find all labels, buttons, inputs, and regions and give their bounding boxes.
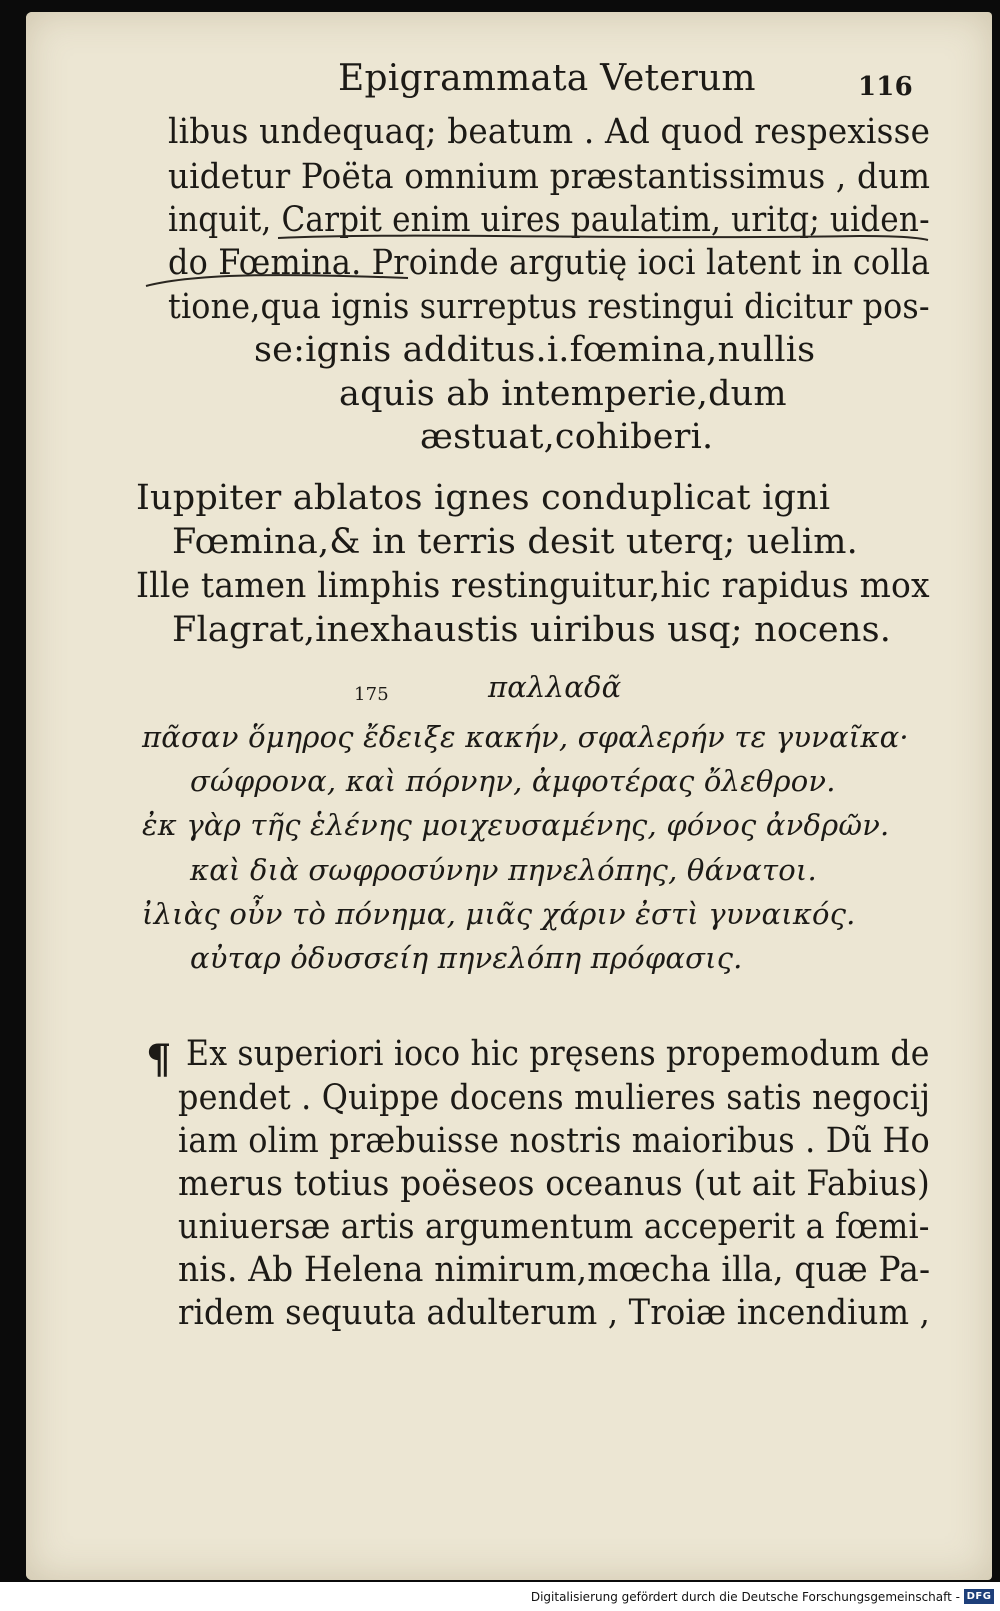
commentary-line: uniuersæ artis argumentum acceperit a fœmi- bbox=[178, 1207, 930, 1247]
page-number: 116 bbox=[858, 72, 913, 102]
greek-verse: ἰλιὰς οὖν τὸ πόνημα, μιᾶς χάριν ἐστὶ γυναικός. bbox=[142, 897, 856, 931]
epigram-number: 175 bbox=[354, 684, 389, 705]
running-header: Epigrammata Veterum bbox=[338, 58, 756, 99]
funding-credit: Digitalisierung gefördert durch die Deutsche Forschungsgemeinschaft - bbox=[530, 1590, 960, 1604]
pilcrow-mark: ¶ bbox=[146, 1036, 172, 1083]
dfg-logo-icon: DFG bbox=[964, 1589, 994, 1604]
greek-author: παλλαδᾶ bbox=[488, 670, 622, 704]
greek-verse: σώφρονα, καὶ πόρνην, ἀμφοτέρας ὄλεθρον. bbox=[190, 764, 836, 798]
commentary-line: pendet . Quippe docens mulieres satis negocij bbox=[178, 1078, 931, 1118]
commentary-line: iam olim præbuisse nostris maioribus . Dũ Ho bbox=[178, 1121, 930, 1161]
epigram-verse: Fœmina,& in terris desit uterq; uelim. bbox=[172, 522, 858, 562]
commentary-line: Ex superiori ioco hic pręsens propemodum de bbox=[186, 1034, 930, 1074]
commentary-line: do Fœmina. Proinde argutię ioci latent in colla bbox=[168, 243, 931, 283]
commentary-line: tione,qua ignis surreptus restingui dicitur pos- bbox=[168, 287, 930, 327]
commentary-line: libus undequaq; beatum . Ad quod respexisse bbox=[168, 112, 931, 152]
commentary-line: merus totius poëseos oceanus (ut ait Fabius) bbox=[178, 1164, 930, 1204]
commentary-line: ridem sequuta adulterum , Troiæ incendium , bbox=[178, 1293, 931, 1333]
commentary-line: æstuat,cohiberi. bbox=[420, 417, 714, 457]
commentary-line: inquit, Carpit enim uires paulatim, uritq; uiden- bbox=[168, 200, 930, 240]
greek-verse: πᾶσαν ὅμηρος ἔδειξε κακήν, σφαλερήν τε γυναῖκα· bbox=[142, 720, 909, 754]
commentary-line: uidetur Poëta omnium præstantissimus , dum bbox=[168, 157, 931, 197]
epigram-verse: Ille tamen limphis restinguitur,hic rapidus mox bbox=[136, 566, 930, 606]
commentary-line: nis. Ab Helena nimirum,mœcha illa, quæ Pa- bbox=[178, 1250, 931, 1290]
greek-verse: αὐταρ ὀδυσσείη πηνελόπη πρόφασις. bbox=[190, 941, 743, 975]
greek-verse: ἐκ γὰρ τῆς ἑλένης μοιχευσαμένης, φόνος ἀνδρῶν. bbox=[142, 808, 890, 842]
epigram-verse: Flagrat,inexhaustis uiribus usq; nocens. bbox=[172, 610, 892, 650]
greek-verse: καὶ διὰ σωφροσύνην πηνελόπης, θάνατοι. bbox=[190, 853, 817, 887]
commentary-line: aquis ab intemperie,dum bbox=[339, 374, 787, 414]
commentary-line: se:ignis additus.i.fœmina,nullis bbox=[254, 330, 816, 370]
digitization-footer bbox=[0, 1582, 1000, 1611]
epigram-verse: Iuppiter ablatos ignes conduplicat igni bbox=[136, 478, 831, 518]
